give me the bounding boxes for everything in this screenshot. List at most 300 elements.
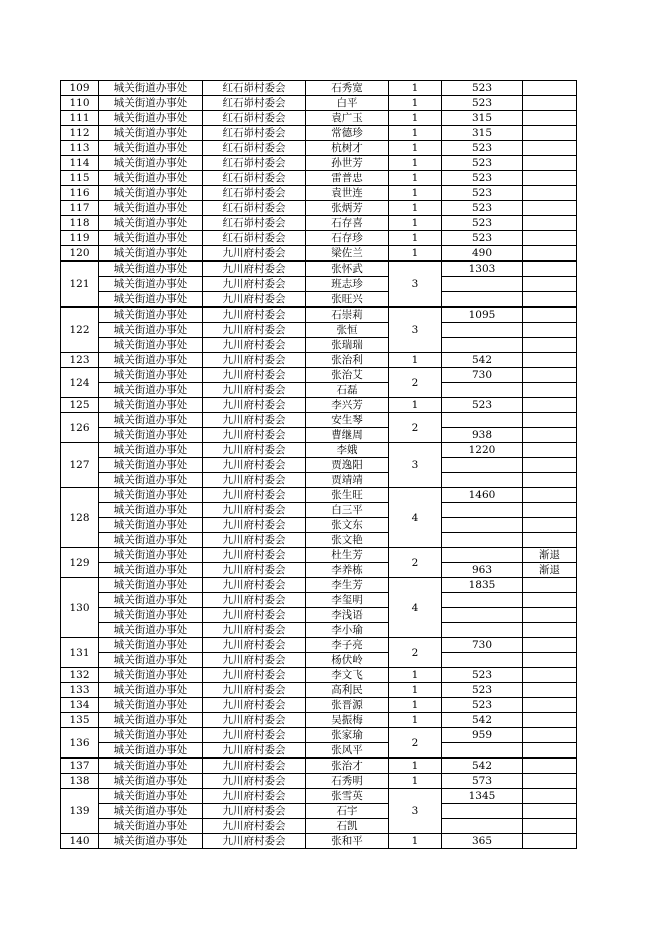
row-number-cell: 120 <box>61 246 99 262</box>
table-row <box>61 292 577 308</box>
amount-cell: 523 <box>442 171 523 186</box>
village-cell: 九川府村委会 <box>203 413 306 428</box>
village-cell: 九川府村委会 <box>203 743 306 759</box>
row-number-cell: 131 <box>61 638 99 668</box>
household-count-cell: 1 <box>389 713 442 728</box>
note-cell <box>523 758 577 774</box>
name-cell: 曹继周 <box>306 428 389 443</box>
village-cell: 九川府村委会 <box>203 246 306 262</box>
table-row <box>61 758 577 774</box>
household-count-cell: 1 <box>389 186 442 201</box>
village-cell: 红石峁村委会 <box>203 111 306 126</box>
name-cell: 贾靖靖 <box>306 473 389 488</box>
village-cell: 九川府村委会 <box>203 398 306 413</box>
note-cell: 渐退 <box>523 548 577 563</box>
village-cell: 红石峁村委会 <box>203 96 306 111</box>
office-cell: 城关街道办事处 <box>99 96 203 111</box>
table-row <box>61 171 577 186</box>
office-cell: 城关街道办事处 <box>99 713 203 728</box>
village-cell: 九川府村委会 <box>203 443 306 458</box>
name-cell: 李养栋 <box>306 563 389 578</box>
name-cell: 张怀武 <box>306 261 389 277</box>
note-cell <box>523 623 577 638</box>
village-cell: 红石峁村委会 <box>203 156 306 171</box>
office-cell: 城关街道办事处 <box>99 503 203 518</box>
office-cell: 城关街道办事处 <box>99 563 203 578</box>
amount-cell <box>442 503 523 518</box>
table-row <box>61 201 577 216</box>
amount-cell: 542 <box>442 713 523 728</box>
village-cell: 九川府村委会 <box>203 683 306 698</box>
table-row <box>61 608 577 623</box>
note-cell <box>523 819 577 834</box>
table-row <box>61 261 577 277</box>
name-cell: 石崇莉 <box>306 307 389 323</box>
table-row <box>61 789 577 804</box>
row-number-cell: 118 <box>61 216 99 231</box>
amount-cell: 490 <box>442 246 523 262</box>
amount-cell: 523 <box>442 698 523 713</box>
village-cell: 红石峁村委会 <box>203 126 306 141</box>
household-count-cell: 1 <box>389 126 442 141</box>
amount-cell <box>442 608 523 623</box>
note-cell <box>523 111 577 126</box>
table-row <box>61 473 577 488</box>
table-row <box>61 231 577 246</box>
row-number-cell: 124 <box>61 368 99 398</box>
row-number-cell: 130 <box>61 578 99 638</box>
office-cell: 城关街道办事处 <box>99 743 203 759</box>
amount-cell: 963 <box>442 563 523 578</box>
amount-cell: 938 <box>442 428 523 443</box>
amount-cell <box>442 338 523 353</box>
table-row <box>61 743 577 759</box>
row-number-cell: 140 <box>61 834 99 849</box>
note-cell <box>523 593 577 608</box>
note-cell <box>523 413 577 428</box>
table-row <box>61 81 577 96</box>
village-cell: 九川府村委会 <box>203 653 306 668</box>
row-number-cell: 134 <box>61 698 99 713</box>
row-number-cell: 122 <box>61 307 99 353</box>
household-count-cell: 3 <box>389 307 442 353</box>
village-cell: 九川府村委会 <box>203 834 306 849</box>
table-row <box>61 774 577 789</box>
note-cell <box>523 231 577 246</box>
note-cell <box>523 261 577 277</box>
note-cell <box>523 834 577 849</box>
note-cell <box>523 323 577 338</box>
village-cell: 九川府村委会 <box>203 789 306 804</box>
table-row <box>61 819 577 834</box>
table-row <box>61 96 577 111</box>
name-cell: 张晋源 <box>306 698 389 713</box>
note-cell <box>523 488 577 503</box>
village-cell: 九川府村委会 <box>203 261 306 277</box>
row-number-cell: 123 <box>61 353 99 368</box>
note-cell <box>523 277 577 292</box>
row-number-cell: 110 <box>61 96 99 111</box>
table-row <box>61 413 577 428</box>
table-row <box>61 443 577 458</box>
village-cell: 九川府村委会 <box>203 353 306 368</box>
household-count-cell: 1 <box>389 141 442 156</box>
note-cell <box>523 653 577 668</box>
note-cell <box>523 789 577 804</box>
table-row <box>61 141 577 156</box>
name-cell: 吴振梅 <box>306 713 389 728</box>
amount-cell <box>442 383 523 398</box>
table-row <box>61 728 577 743</box>
table-row <box>61 578 577 593</box>
village-cell: 九川府村委会 <box>203 713 306 728</box>
amount-cell: 1460 <box>442 488 523 503</box>
name-cell: 张文东 <box>306 518 389 533</box>
name-cell: 常德珍 <box>306 126 389 141</box>
table-row <box>61 593 577 608</box>
note-cell <box>523 668 577 683</box>
note-cell <box>523 398 577 413</box>
office-cell: 城关街道办事处 <box>99 216 203 231</box>
row-number-cell: 139 <box>61 789 99 834</box>
amount-cell: 730 <box>442 638 523 653</box>
note-cell <box>523 368 577 383</box>
office-cell: 城关街道办事处 <box>99 623 203 638</box>
note-cell <box>523 473 577 488</box>
village-cell: 九川府村委会 <box>203 668 306 683</box>
table-row <box>61 683 577 698</box>
village-cell: 九川府村委会 <box>203 428 306 443</box>
name-cell: 石秀宽 <box>306 81 389 96</box>
row-number-cell: 125 <box>61 398 99 413</box>
note-cell <box>523 216 577 231</box>
name-cell: 李娥 <box>306 443 389 458</box>
note-cell <box>523 141 577 156</box>
name-cell: 杨伏岭 <box>306 653 389 668</box>
household-count-cell: 3 <box>389 789 442 834</box>
table-row <box>61 126 577 141</box>
village-cell: 九川府村委会 <box>203 458 306 473</box>
note-cell <box>523 353 577 368</box>
office-cell: 城关街道办事处 <box>99 608 203 623</box>
office-cell: 城关街道办事处 <box>99 638 203 653</box>
row-number-cell: 116 <box>61 186 99 201</box>
note-cell <box>523 698 577 713</box>
row-number-cell: 111 <box>61 111 99 126</box>
village-cell: 九川府村委会 <box>203 563 306 578</box>
office-cell: 城关街道办事处 <box>99 141 203 156</box>
note-cell <box>523 96 577 111</box>
office-cell: 城关街道办事处 <box>99 533 203 548</box>
amount-cell: 1835 <box>442 578 523 593</box>
household-count-cell: 1 <box>389 758 442 774</box>
note-cell <box>523 774 577 789</box>
village-cell: 九川府村委会 <box>203 292 306 308</box>
name-cell: 白平 <box>306 96 389 111</box>
amount-cell: 523 <box>442 96 523 111</box>
village-cell: 九川府村委会 <box>203 323 306 338</box>
relief-list-table <box>60 80 577 849</box>
office-cell: 城关街道办事处 <box>99 383 203 398</box>
village-cell: 九川府村委会 <box>203 503 306 518</box>
village-cell: 九川府村委会 <box>203 819 306 834</box>
note-cell <box>523 728 577 743</box>
amount-cell <box>442 623 523 638</box>
village-cell: 九川府村委会 <box>203 593 306 608</box>
row-number-cell: 129 <box>61 548 99 578</box>
table-row <box>61 668 577 683</box>
village-cell: 九川府村委会 <box>203 728 306 743</box>
village-cell: 红石峁村委会 <box>203 186 306 201</box>
village-cell: 九川府村委会 <box>203 383 306 398</box>
amount-cell <box>442 518 523 533</box>
office-cell: 城关街道办事处 <box>99 443 203 458</box>
household-count-cell: 3 <box>389 261 442 307</box>
household-count-cell: 3 <box>389 443 442 488</box>
table-row <box>61 458 577 473</box>
table-row <box>61 383 577 398</box>
household-count-cell: 1 <box>389 111 442 126</box>
name-cell: 张恒 <box>306 323 389 338</box>
note-cell <box>523 683 577 698</box>
table-row <box>61 834 577 849</box>
note-cell <box>523 307 577 323</box>
note-cell <box>523 743 577 759</box>
amount-cell <box>442 473 523 488</box>
amount-cell <box>442 804 523 819</box>
table-row <box>61 428 577 443</box>
note-cell <box>523 518 577 533</box>
name-cell: 石凯 <box>306 819 389 834</box>
row-number-cell: 115 <box>61 171 99 186</box>
village-cell: 九川府村委会 <box>203 338 306 353</box>
office-cell: 城关街道办事处 <box>99 156 203 171</box>
amount-cell: 1095 <box>442 307 523 323</box>
name-cell: 石宇 <box>306 804 389 819</box>
village-cell: 九川府村委会 <box>203 533 306 548</box>
amount-cell: 523 <box>442 81 523 96</box>
office-cell: 城关街道办事处 <box>99 683 203 698</box>
office-cell: 城关街道办事处 <box>99 111 203 126</box>
table-row <box>61 563 577 578</box>
office-cell: 城关街道办事处 <box>99 578 203 593</box>
household-count-cell: 2 <box>389 368 442 398</box>
amount-cell: 523 <box>442 186 523 201</box>
note-cell <box>523 608 577 623</box>
table-row <box>61 368 577 383</box>
name-cell: 李兴芳 <box>306 398 389 413</box>
table-row <box>61 533 577 548</box>
note-cell <box>523 443 577 458</box>
row-number-cell: 109 <box>61 81 99 96</box>
table-row <box>61 338 577 353</box>
office-cell: 城关街道办事处 <box>99 338 203 353</box>
amount-cell: 1345 <box>442 789 523 804</box>
note-cell: 渐退 <box>523 563 577 578</box>
name-cell: 张家瑜 <box>306 728 389 743</box>
household-count-cell: 2 <box>389 548 442 578</box>
village-cell: 红石峁村委会 <box>203 201 306 216</box>
office-cell: 城关街道办事处 <box>99 81 203 96</box>
note-cell <box>523 428 577 443</box>
note-cell <box>523 81 577 96</box>
name-cell: 张文艳 <box>306 533 389 548</box>
amount-cell: 542 <box>442 758 523 774</box>
row-number-cell: 136 <box>61 728 99 759</box>
table-row <box>61 518 577 533</box>
table-row <box>61 277 577 292</box>
office-cell: 城关街道办事处 <box>99 819 203 834</box>
amount-cell: 573 <box>442 774 523 789</box>
row-number-cell: 128 <box>61 488 99 548</box>
table-row <box>61 548 577 563</box>
row-number-cell: 126 <box>61 413 99 443</box>
household-count-cell: 1 <box>389 398 442 413</box>
name-cell: 高利民 <box>306 683 389 698</box>
office-cell: 城关街道办事处 <box>99 774 203 789</box>
name-cell: 袁广玉 <box>306 111 389 126</box>
office-cell: 城关街道办事处 <box>99 277 203 292</box>
table-row <box>61 111 577 126</box>
amount-cell: 523 <box>442 141 523 156</box>
table-row <box>61 246 577 262</box>
note-cell <box>523 804 577 819</box>
office-cell: 城关街道办事处 <box>99 804 203 819</box>
name-cell: 石存喜 <box>306 216 389 231</box>
household-count-cell: 4 <box>389 488 442 548</box>
name-cell: 李文飞 <box>306 668 389 683</box>
amount-cell: 523 <box>442 683 523 698</box>
amount-cell: 315 <box>442 111 523 126</box>
name-cell: 孙世芳 <box>306 156 389 171</box>
office-cell: 城关街道办事处 <box>99 458 203 473</box>
name-cell: 李子亮 <box>306 638 389 653</box>
amount-cell: 523 <box>442 668 523 683</box>
note-cell <box>523 533 577 548</box>
amount-cell <box>442 533 523 548</box>
table-row <box>61 216 577 231</box>
amount-cell: 959 <box>442 728 523 743</box>
name-cell: 雷普忠 <box>306 171 389 186</box>
office-cell: 城关街道办事处 <box>99 789 203 804</box>
household-count-cell: 1 <box>389 156 442 171</box>
note-cell <box>523 126 577 141</box>
note-cell <box>523 171 577 186</box>
note-cell <box>523 503 577 518</box>
name-cell: 李生芳 <box>306 578 389 593</box>
office-cell: 城关街道办事处 <box>99 413 203 428</box>
name-cell: 袁世连 <box>306 186 389 201</box>
village-cell: 九川府村委会 <box>203 277 306 292</box>
name-cell: 李玺明 <box>306 593 389 608</box>
name-cell: 李浅语 <box>306 608 389 623</box>
row-number-cell: 133 <box>61 683 99 698</box>
table-row <box>61 653 577 668</box>
name-cell: 白三平 <box>306 503 389 518</box>
table-row <box>61 307 577 323</box>
village-cell: 红石峁村委会 <box>203 171 306 186</box>
row-number-cell: 137 <box>61 758 99 774</box>
amount-cell: 523 <box>442 156 523 171</box>
amount-cell: 1303 <box>442 261 523 277</box>
name-cell: 班志珍 <box>306 277 389 292</box>
row-number-cell: 132 <box>61 668 99 683</box>
village-cell: 红石峁村委会 <box>203 231 306 246</box>
office-cell: 城关街道办事处 <box>99 518 203 533</box>
office-cell: 城关街道办事处 <box>99 323 203 338</box>
office-cell: 城关街道办事处 <box>99 307 203 323</box>
note-cell <box>523 383 577 398</box>
name-cell: 张炳芳 <box>306 201 389 216</box>
office-cell: 城关街道办事处 <box>99 473 203 488</box>
village-cell: 红石峁村委会 <box>203 216 306 231</box>
name-cell: 李小瑜 <box>306 623 389 638</box>
table-row <box>61 323 577 338</box>
name-cell: 张瑞瑞 <box>306 338 389 353</box>
household-count-cell: 1 <box>389 774 442 789</box>
name-cell: 张治才 <box>306 758 389 774</box>
household-count-cell: 1 <box>389 96 442 111</box>
amount-cell <box>442 413 523 428</box>
household-count-cell: 1 <box>389 353 442 368</box>
name-cell: 贾逸阳 <box>306 458 389 473</box>
village-cell: 九川府村委会 <box>203 758 306 774</box>
note-cell <box>523 186 577 201</box>
table-row <box>61 353 577 368</box>
household-count-cell: 1 <box>389 171 442 186</box>
row-number-cell: 112 <box>61 126 99 141</box>
household-count-cell: 1 <box>389 834 442 849</box>
amount-cell <box>442 653 523 668</box>
household-count-cell: 1 <box>389 246 442 262</box>
office-cell: 城关街道办事处 <box>99 668 203 683</box>
table-row <box>61 503 577 518</box>
name-cell: 梁佐兰 <box>306 246 389 262</box>
amount-cell: 1220 <box>442 443 523 458</box>
office-cell: 城关街道办事处 <box>99 593 203 608</box>
office-cell: 城关街道办事处 <box>99 488 203 503</box>
name-cell: 杭树才 <box>306 141 389 156</box>
household-count-cell: 1 <box>389 668 442 683</box>
household-count-cell: 2 <box>389 728 442 759</box>
name-cell: 杜生芳 <box>306 548 389 563</box>
office-cell: 城关街道办事处 <box>99 758 203 774</box>
table-row <box>61 156 577 171</box>
household-count-cell: 4 <box>389 578 442 638</box>
office-cell: 城关街道办事处 <box>99 728 203 743</box>
table-row <box>61 713 577 728</box>
table-row <box>61 186 577 201</box>
table-row <box>61 623 577 638</box>
office-cell: 城关街道办事处 <box>99 201 203 216</box>
name-cell: 张治艾 <box>306 368 389 383</box>
amount-cell: 523 <box>442 398 523 413</box>
note-cell <box>523 246 577 262</box>
office-cell: 城关街道办事处 <box>99 368 203 383</box>
name-cell: 张治利 <box>306 353 389 368</box>
row-number-cell: 135 <box>61 713 99 728</box>
row-number-cell: 113 <box>61 141 99 156</box>
village-cell: 九川府村委会 <box>203 307 306 323</box>
office-cell: 城关街道办事处 <box>99 246 203 262</box>
name-cell: 安生琴 <box>306 413 389 428</box>
table-row <box>61 804 577 819</box>
amount-cell <box>442 548 523 563</box>
village-cell: 九川府村委会 <box>203 698 306 713</box>
household-count-cell: 1 <box>389 81 442 96</box>
note-cell <box>523 578 577 593</box>
table-body <box>61 81 577 849</box>
